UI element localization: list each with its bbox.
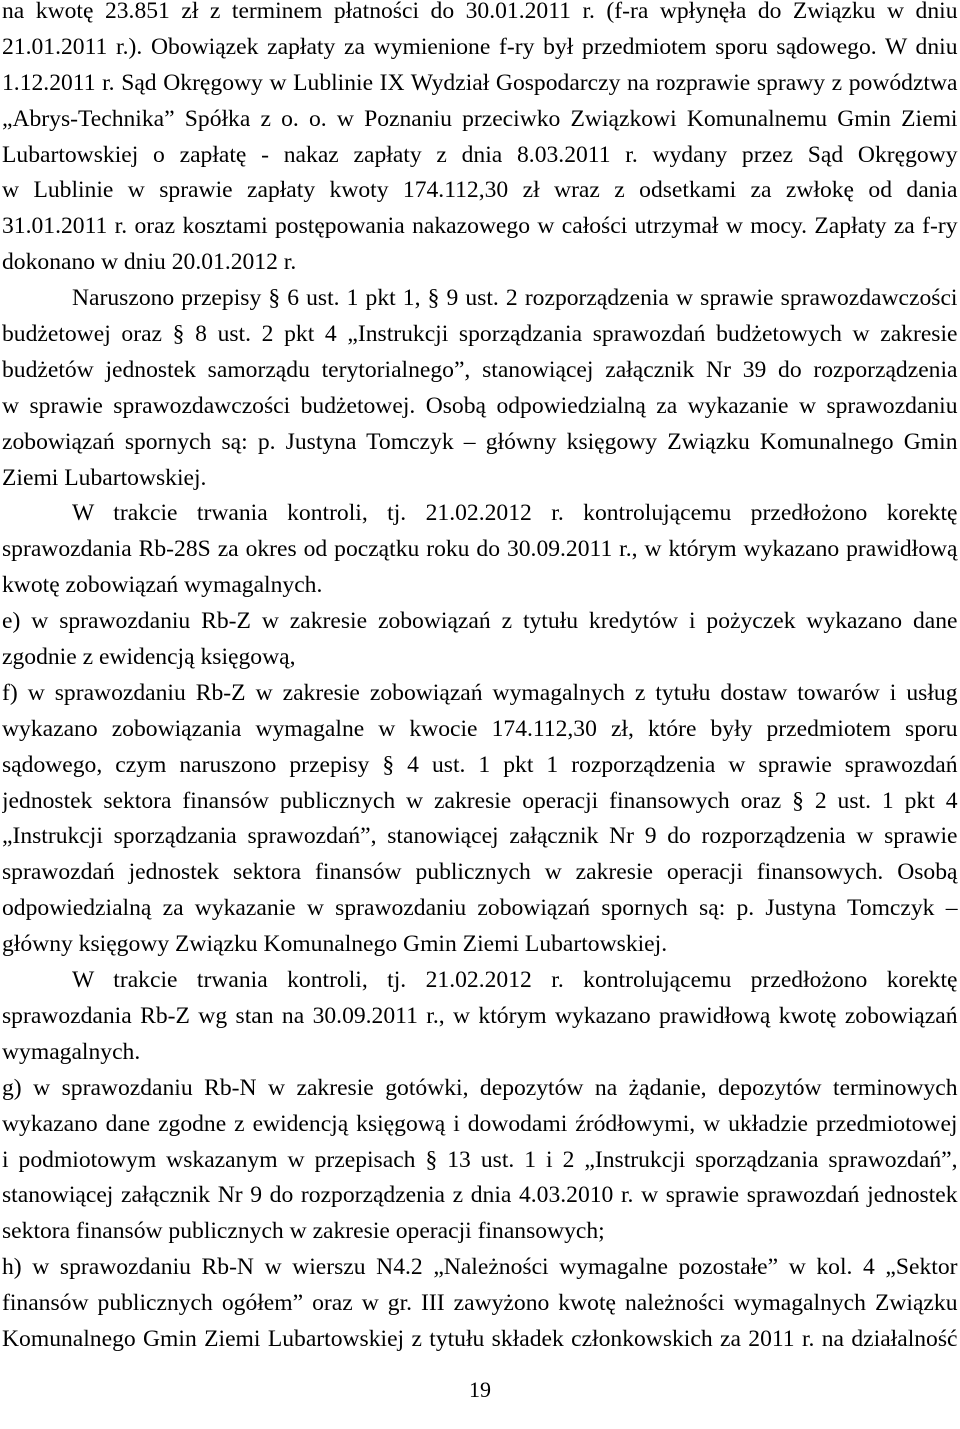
text-line: Lubartowskiej o zapłatę - nakaz zapłaty z dnia 8.03.2011 r. wydany przez Sąd Okręgowy <box>2 141 958 168</box>
paragraph <box>2 281 958 496</box>
paragraph <box>2 963 958 1071</box>
paragraph <box>2 0 958 281</box>
text-line: i podmiotowym wskazanym w przepisach § 13 ust. 1 i 2 „Instrukcji sporządzania sprawozdań”, <box>2 1146 958 1173</box>
text-line: w Lublinie w sprawie zapłaty kwoty 174.112,30 zł wraz z odsetkami za zwłokę od dania <box>2 177 958 204</box>
text-line: sprawozdań jednostek sektora finansów publicznych w zakresie operacji finansowych. Osobą <box>2 859 958 886</box>
paragraph <box>2 676 958 963</box>
text-line: kwotę zobowiązań wymagalnych. <box>2 572 323 599</box>
text-line: h) w sprawozdaniu Rb-N w wierszu N4.2 „Należności wymagalne pozostałe” w kol. 4 „Sektor <box>2 1254 958 1281</box>
text-line: Komunalnego Gmin Ziemi Lubartowskiej z tytułu składek członkowskich za 2011 r. na działalność <box>2 1325 958 1352</box>
paragraph <box>2 496 958 604</box>
text-line: na kwotę 23.851 zł z terminem płatności do 30.01.2011 r. (f-ra wpłynęła do Związku w dniu <box>2 0 958 24</box>
paragraph <box>2 1250 958 1358</box>
paragraph <box>2 604 958 676</box>
text-line: dokonano w dniu 20.01.2012 r. <box>2 249 297 276</box>
text-line: jednostek sektora finansów publicznych w zakresie operacji finansowych oraz § 2 ust. 1 pkt 4 <box>2 787 958 814</box>
text-line: stanowiącej załącznik Nr 9 do rozporządzenia z dnia 4.03.2010 r. w sprawie sprawozdań jednostek <box>2 1182 958 1209</box>
text-line: sądowego, czym naruszono przepisy § 4 ust. 1 pkt 1 rozporządzenia w sprawie sprawozdań <box>2 751 958 778</box>
text-line: wykazano zobowiązania wymagalne w kwocie 174.112,30 zł, które były przedmiotem sporu <box>2 715 958 742</box>
text-line: f) w sprawozdaniu Rb-Z w zakresie zobowiązań wymagalnych z tytułu dostaw towarów i usług <box>2 679 958 706</box>
text-line: „Instrukcji sporządzania sprawozdań”, stanowiącej załącznik Nr 9 do rozporządzenia w sprawie <box>2 823 958 850</box>
text-line: w sprawie sprawozdawczości budżetowej. Osobą odpowiedzialną za wykazanie w sprawozdaniu <box>2 392 958 419</box>
text-line: Naruszono przepisy § 6 ust. 1 pkt 1, § 9 ust. 2 rozporządzenia w sprawie sprawozdawczości <box>72 285 958 312</box>
text-line: Ziemi Lubartowskiej. <box>2 464 207 491</box>
text-line: budżetowej oraz § 8 ust. 2 pkt 4 „Instrukcji sporządzania sprawozdań budżetowych w zakresie <box>2 321 958 348</box>
text-line: „Abrys-Technika” Spółka z o. o. w Poznaniu przeciwko Związkowi Komunalnemu Gmin Ziemi <box>2 105 958 132</box>
text-line: zgodnie z ewidencją księgową, <box>2 644 296 671</box>
text-line: sektora finansów publicznych w zakresie operacji finansowych; <box>2 1218 605 1245</box>
text-line: zobowiązań spornych są: p. Justyna Tomczyk – główny księgowy Związku Komunalnego Gmin <box>2 428 958 455</box>
text-line: 1.12.2011 r. Sąd Okręgowy w Lublinie IX Wydział Gospodarczy na rozprawie sprawy z powództwa <box>2 69 958 96</box>
text-line: odpowiedzialną za wykazanie w sprawozdaniu zobowiązań spornych są: p. Justyna Tomczyk – <box>2 895 958 922</box>
text-line: wykazano dane zgodne z ewidencją księgową i dowodami źródłowymi, w układzie przedmiotowej <box>2 1110 958 1137</box>
document-body <box>2 0 958 1358</box>
text-line: g) w sprawozdaniu Rb-N w zakresie gotówki, depozytów na żądanie, depozytów terminowych <box>2 1074 958 1101</box>
text-line: 31.01.2011 r. oraz kosztami postępowania nakazowego w całości utrzymał w mocy. Zapłaty za f-ry <box>2 213 958 240</box>
paragraph <box>2 1071 958 1250</box>
text-line: sprawozdania Rb-Z wg stan na 30.09.2011 r., w którym wykazano prawidłową kwotę zobowiązań <box>2 1002 958 1029</box>
text-line: W trakcie trwania kontroli, tj. 21.02.2012 r. kontrolującemu przedłożono korektę <box>72 500 958 527</box>
text-line: sprawozdania Rb-28S za okres od początku roku do 30.09.2011 r., w którym wykazano prawidłową <box>2 536 958 563</box>
text-line: główny księgowy Związku Komunalnego Gmin Ziemi Lubartowskiej. <box>2 931 668 958</box>
text-line: e) w sprawozdaniu Rb-Z w zakresie zobowiązań z tytułu kredytów i pożyczek wykazano dane <box>2 608 958 635</box>
text-line: wymagalnych. <box>2 1038 141 1065</box>
text-line: 21.01.2011 r.). Obowiązek zapłaty za wymienione f-ry był przedmiotem sporu sądowego. W dniu <box>2 33 958 60</box>
text-line: finansów publicznych ogółem” oraz w gr. III zawyżono kwotę należności wymagalnych Związku <box>2 1290 958 1317</box>
text-line: W trakcie trwania kontroli, tj. 21.02.2012 r. kontrolującemu przedłożono korektę <box>72 967 958 994</box>
page-number: 19 <box>469 1377 491 1402</box>
text-line: budżetów jednostek samorządu terytorialnego”, stanowiącej załącznik Nr 39 do rozporządzenia <box>2 356 958 383</box>
